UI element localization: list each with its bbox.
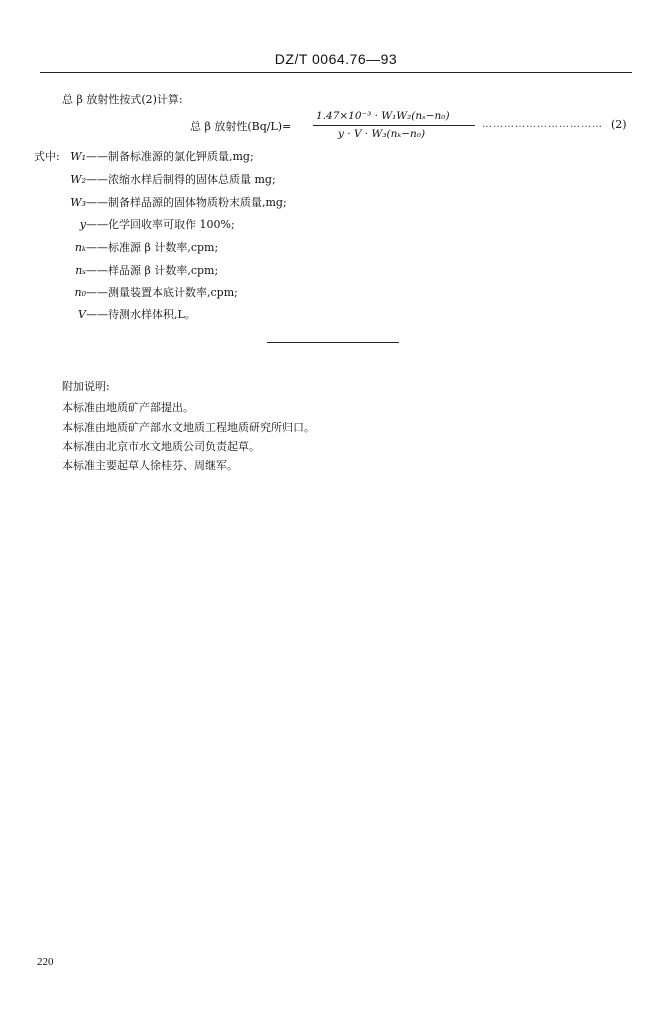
definition-text: 测量装置本底计数率,cpm; — [108, 286, 238, 299]
notes-title: 附加说明: — [62, 380, 110, 393]
definition-row — [64, 194, 287, 210]
definition-text: 制备样品源的固体物质粉末质量,mg; — [108, 196, 287, 209]
notes-line: 本标准由地质矿产部提出。 — [62, 401, 194, 414]
definition-row — [64, 148, 254, 164]
definitions-prefix: 式中: — [34, 150, 60, 163]
formula-lhs: 总 β 放射性(Bq/L)= — [190, 120, 292, 133]
definition-symbol: W₁ — [70, 150, 86, 163]
equation-number: (2) — [611, 118, 627, 131]
end-of-standard-rule — [267, 342, 399, 343]
formula-denominator: y · V · W₃(nₖ−n₀) — [338, 128, 426, 140]
definition-dash: —— — [86, 173, 108, 186]
fraction-bar — [313, 125, 475, 126]
definition-symbol: W₃ — [70, 196, 86, 209]
page-number: 220 — [37, 956, 54, 968]
definition-row — [64, 216, 235, 232]
definition-dash: —— — [86, 241, 108, 254]
definition-row — [64, 239, 218, 255]
definition-row — [64, 262, 218, 278]
header-rule — [40, 72, 632, 73]
definition-dash: —— — [86, 150, 108, 163]
definition-text: 待测水样体积,L。 — [108, 308, 196, 321]
definition-symbol: V — [78, 308, 86, 321]
definition-symbol: nₛ — [75, 264, 86, 277]
definition-row — [64, 171, 276, 187]
definition-text: 浓缩水样后制得的固体总质量 mg; — [108, 173, 276, 186]
definition-text: 标准源 β 计数率,cpm; — [108, 241, 219, 254]
notes-line: 本标准由北京市水文地质公司负责起草。 — [62, 440, 260, 453]
definition-row — [64, 284, 238, 300]
notes-line: 本标准主要起草人徐桂芬、周继军。 — [62, 459, 238, 472]
definition-row — [64, 306, 196, 322]
definition-symbol: W₂ — [70, 173, 86, 186]
definition-dash: —— — [86, 264, 108, 277]
definition-dash: —— — [86, 308, 108, 321]
definition-text: 化学回收率可取作 100%; — [108, 218, 235, 231]
definition-dash: —— — [86, 218, 108, 231]
definition-symbol: n₀ — [74, 286, 86, 299]
notes-line: 本标准由地质矿产部水文地质工程地质研究所归口。 — [62, 421, 315, 434]
leader-dots: …………………………… — [482, 119, 603, 130]
formula-intro: 总 β 放射性按式(2)计算: — [62, 93, 183, 106]
definition-dash: —— — [86, 286, 108, 299]
definition-text: 样品源 β 计数率,cpm; — [108, 264, 219, 277]
definition-text: 制备标准源的氯化钾质量,mg; — [108, 150, 254, 163]
definition-dash: —— — [86, 196, 108, 209]
formula-numerator: 1.47×10⁻³ · W₁W₂(nₛ−n₀) — [316, 110, 450, 122]
definition-symbol: nₖ — [74, 241, 86, 254]
definition-symbol: y — [79, 218, 86, 231]
document-code-header: DZ/T 0064.76—93 — [274, 51, 398, 67]
